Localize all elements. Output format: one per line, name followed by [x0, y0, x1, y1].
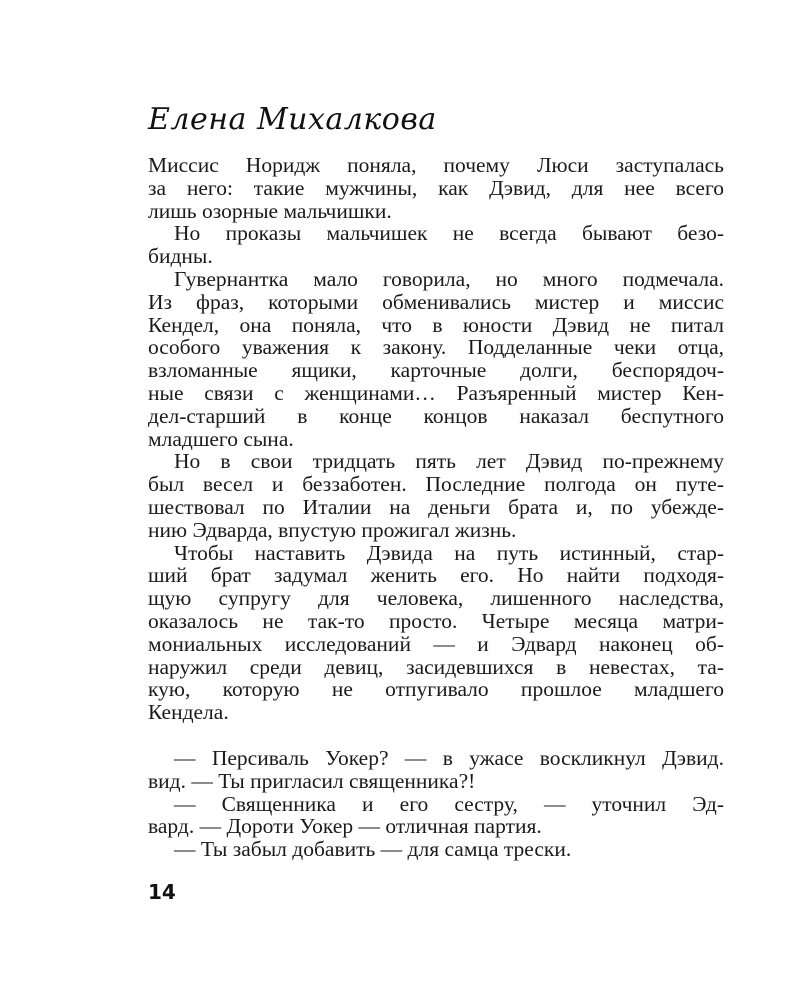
- text-line: Но проказы мальчишек не всегда бывают безо-: [174, 221, 724, 246]
- paragraph: [148, 450, 724, 541]
- text-line: Кендела.: [148, 700, 229, 725]
- text-line: за него: такие мужчины, как Дэвид, для нее всего: [148, 175, 724, 200]
- text-line: лишь озорные мальчишки.: [148, 198, 392, 223]
- text-line: вид. — Ты пригласил священника?!: [148, 768, 476, 793]
- text-line: младшего сына.: [148, 426, 294, 451]
- text-line: ные связи с женщинами… Разъяренный мистер Кен-: [148, 380, 724, 405]
- text-line: Миссис Норидж поняла, почему Люси заступалась: [148, 153, 724, 177]
- text-line: мониальных исследований — и Эдвард наконец об-: [148, 631, 724, 656]
- text-line: особого уважения к закону. Подделанные чеки отца,: [148, 335, 724, 360]
- text-line: дел-старший в конце концов наказал беспутного: [148, 403, 724, 428]
- text-line: — Священника и его сестру, — уточнил Эд-: [174, 791, 724, 816]
- body-text: [148, 154, 724, 861]
- paragraph: [148, 268, 724, 450]
- text-line: Из фраз, которыми обменивались мистер и миссис: [148, 289, 724, 314]
- text-line: — Ты забыл добавить — для самца трески.: [174, 837, 572, 862]
- text-line: Кендел, она поняла, что в юности Дэвид не питал: [148, 312, 724, 337]
- running-header-author: Елена Михалкова: [148, 102, 437, 137]
- page-number: 14: [148, 880, 176, 904]
- text-line: вард. — Дороти Уокер — отличная партия.: [148, 814, 542, 839]
- paragraph: [148, 222, 724, 268]
- text-line: ший брат задумал женить его. Но найти подходя-: [148, 563, 724, 588]
- text-line: наружил среди девиц, засидевшихся в невестах, та-: [148, 654, 724, 679]
- text-line: Гувернантка мало говорила, но много подмечала.: [174, 266, 724, 291]
- text-line: нию Эдварда, впустую прожигал жизнь.: [148, 517, 517, 542]
- text-line: — Персиваль Уокер? — в ужасе воскликнул Дэвид.: [174, 745, 724, 770]
- text-line: Но в свои тридцать пять лет Дэвид по-прежнему: [174, 449, 724, 474]
- text-line: был весел и беззаботен. Последние полгода он путе-: [148, 472, 724, 497]
- text-line: Чтобы наставить Дэвида на путь истинный, стар-: [174, 540, 724, 565]
- paragraph: [148, 838, 724, 861]
- paragraph: [148, 542, 724, 724]
- paragraph: [148, 793, 724, 839]
- text-line: оказалось не так-то просто. Четыре месяца матри-: [148, 608, 724, 633]
- text-line: шествовал по Италии на деньги брата и, по убежде-: [148, 494, 724, 519]
- text-line: бидны.: [148, 244, 213, 269]
- text-line: взломанные ящики, карточные долги, беспорядоч-: [148, 358, 724, 383]
- paragraph: [148, 154, 724, 222]
- paragraph: [148, 747, 724, 793]
- text-line: кую, которую не отпугивало прошлое младшего: [148, 677, 724, 702]
- text-line: щую супругу для человека, лишенного наследства,: [148, 586, 724, 611]
